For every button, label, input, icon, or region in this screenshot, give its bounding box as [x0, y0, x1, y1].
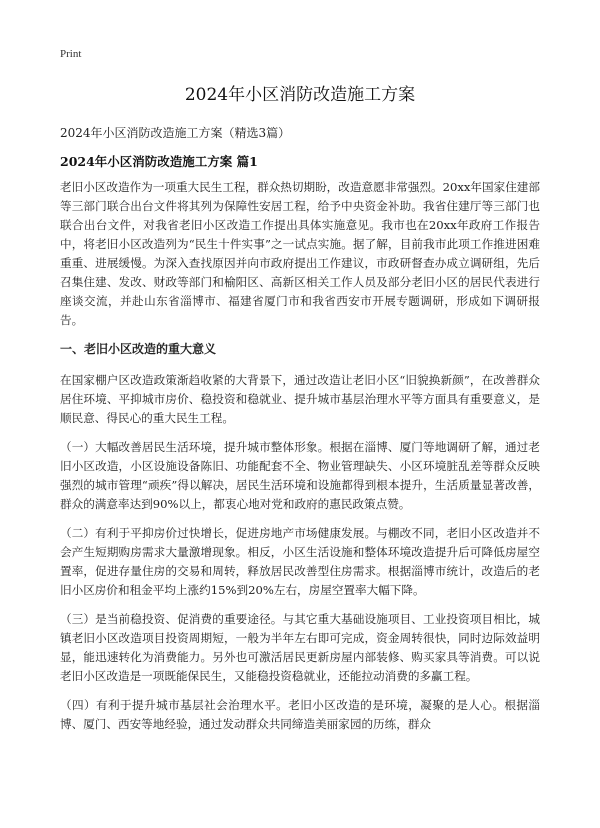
- document-body: [60, 178, 540, 744]
- page-title: 2024年小区消防改造施工方案: [184, 85, 416, 105]
- paragraph-point-3: （三）是当前稳投资、促消费的重要途径。与其它重大基础设施项目、工业投资项目相比，城镇老旧小区改造项目投资周期短，一般为半年左右即可完成，资金周转很快，同时边际效益明显，能迅速转化为消费能力。另外也可激活居民更新房屋内部装修、购买家具等消费。可以说老旧小区改造是一项既能保民生，又能稳投资稳就业，还能拉动消费的多赢工程。: [60, 612, 540, 683]
- paragraph-point-4: （四）有利于提升城市基层社会治理水平。老旧小区改造的是环境，凝聚的是人心。根据淄博、厦门、西安等地经验，通过发动群众共同缔造美丽家园的历练，群众: [60, 698, 540, 731]
- print-label[interactable]: Print: [60, 48, 82, 60]
- paragraph-context: 在国家棚户区改造政策渐趋收紧的大背景下，通过改造让老旧小区“旧貌换新颜”，在改善群众居住环境、平抑城市房价、稳投资和稳就业、提升城市基层治理水平等方面具有重要意义，是顺民意、得民心的重大民生工程。: [60, 373, 540, 425]
- paragraph-point-2: （二）有利于平抑房价过快增长，促进房地产市场健康发展。与棚改不同，老旧小区改造并不会产生短期购房需求大量激增现象。相反，小区生活设施和整体环境改造提升后可降低房屋空置率，促进存量住房的交易和周转，释放居民改善型住房需求。根据淄博市统计，改造后的老旧小区房价和租金平均上涨约15%到20%左右，房屋空置率大幅下降。: [60, 526, 540, 597]
- section-heading: 2024年小区消防改造施工方案 篇1: [60, 154, 258, 169]
- paragraph-intro: 老旧小区改造作为一项重大民生工程，群众热切期盼，改造意愿非常强烈。20xx年国家住建部等三部门联合出台文件将其列为保障性安居工程，给予中央资金补助。我省住建厅等三部门也联合出台文件，对我省老旧小区改造工作提出具体实施意见。我市也在20xx年政府工作报告中，将老旧小区改造列为“民生十件实事”之一试点实施。据了解，目前我市此项工作推进困难重重、进展缓慢。为深入查找原因并向市政府提出工作建议，市政研督查办成立调研组，先后召集住建、发改、财政等部门和榆阳区、高新区相关工作人员及部分老旧小区的居民代表进行座谈交流，并赴山东省淄博市、福建省厦门市和我省西安市开展专题调研，形成如下调研报告。: [60, 180, 540, 327]
- document-subtitle: 2024年小区消防改造施工方案（精选3篇）: [60, 126, 291, 140]
- paragraph-point-1: （一）大幅改善居民生活环境，提升城市整体形象。根据在淄博、厦门等地调研了解，通过老旧小区改造，小区设施设备陈旧、功能配套不全、物业管理缺失、小区环境脏乱差等群众反映强烈的城市管理“顽疾”得以解决，居民生活环境和设施都得到根本提升，生活质量显著改善，群众的满意率达到90%以上，都衷心地对党和政府的惠民政策点赞。: [60, 440, 540, 511]
- subheading-significance: 一、老旧小区改造的重大意义: [60, 342, 217, 356]
